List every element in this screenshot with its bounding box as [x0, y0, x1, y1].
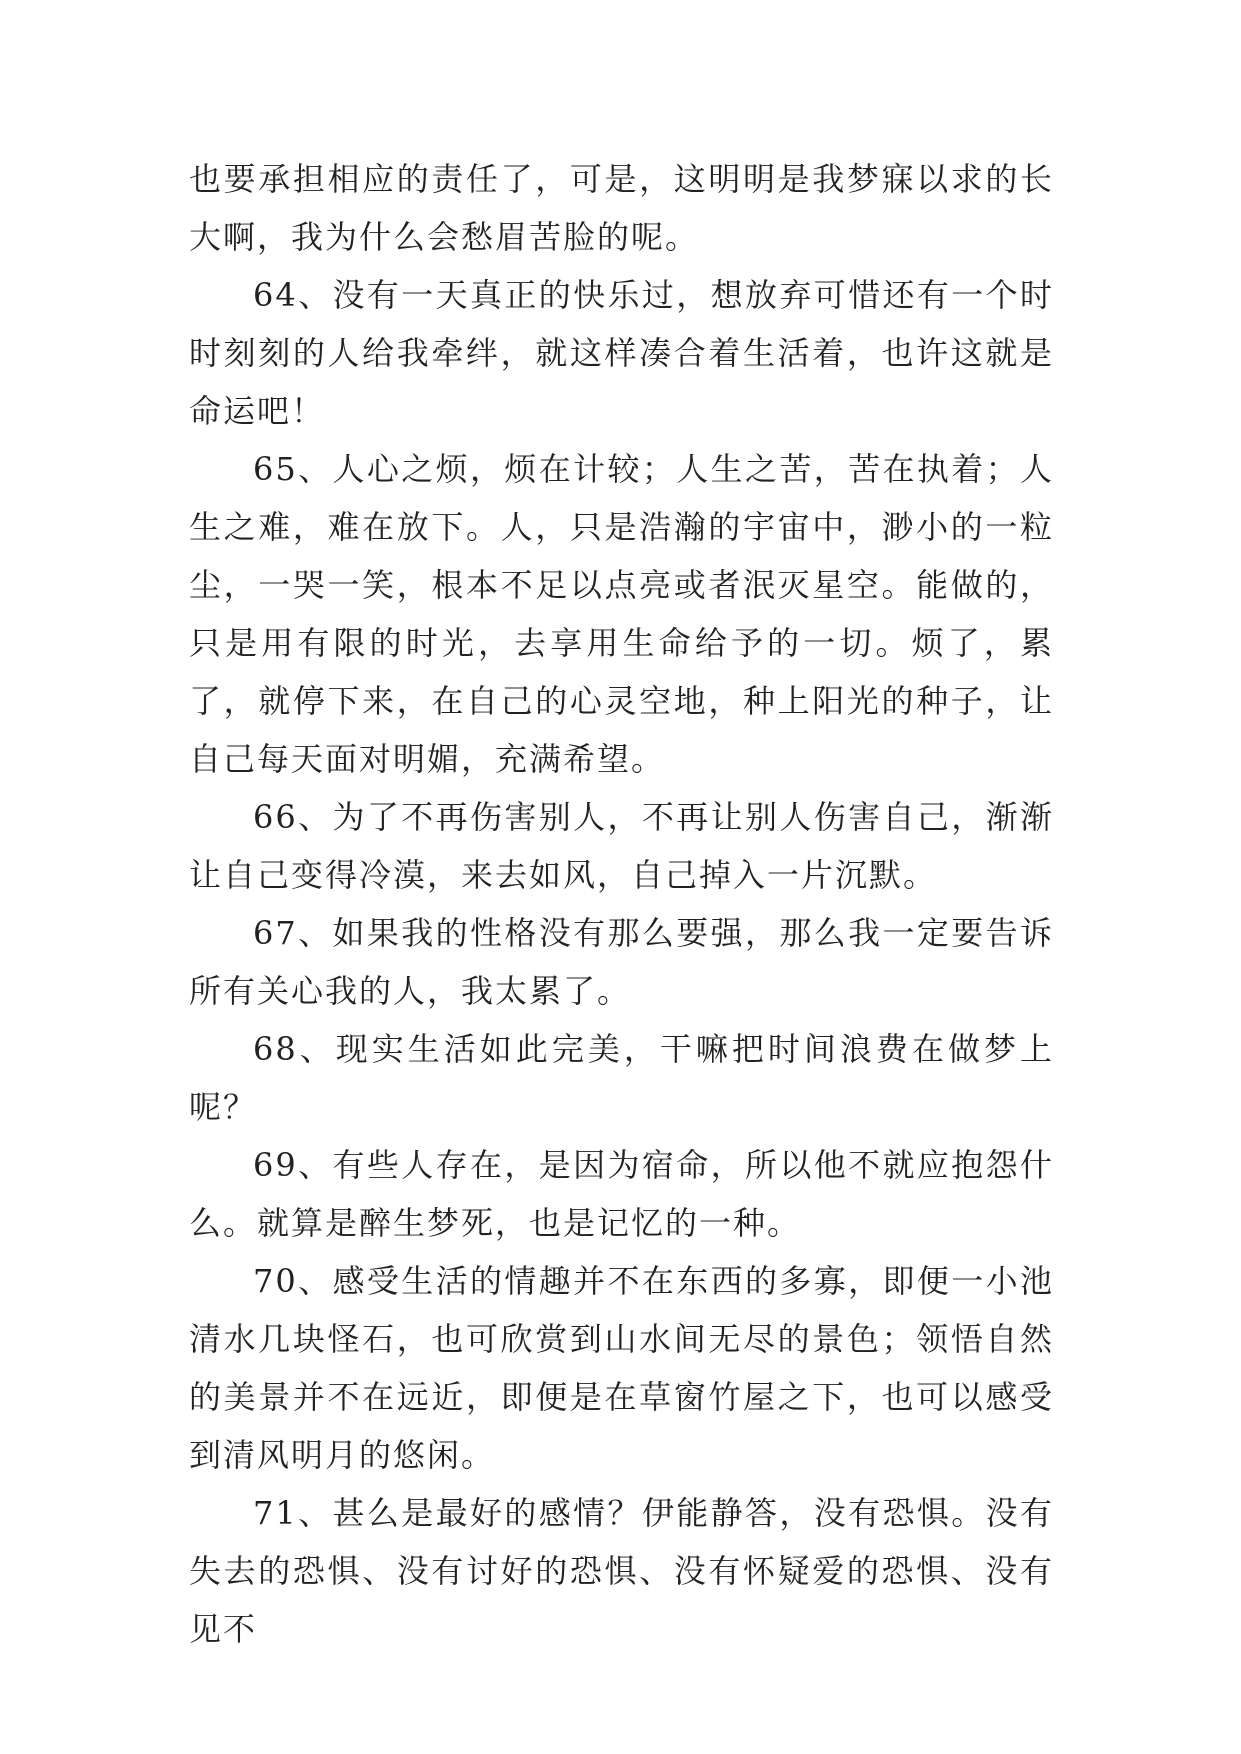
- document-body: [189, 150, 1054, 1658]
- paragraph-65: 65、人心之烦，烦在计较；人生之苦，苦在执着；人生之难，难在放下。人，只是浩瀚的宇宙中，渺小的一粒尘，一哭一笑，根本不足以点亮或者泯灭星空。能做的，只是用有限的时光，去享用生命给予的一切。烦了，累了，就停下来，在自己的心灵空地，种上阳光的种子，让自己每天面对明媚，充满希望。: [189, 450, 1054, 778]
- paragraph-67: 67、如果我的性格没有那么要强，那么我一定要告诉所有关心我的人，我太累了。: [189, 914, 1054, 1010]
- paragraph-continuation: 也要承担相应的责任了，可是，这明明是我梦寐以求的长大啊，我为什么会愁眉苦脸的呢。: [189, 160, 1054, 256]
- paragraph-66: 66、为了不再伤害别人，不再让别人伤害自己，渐渐让自己变得冷漠，来去如风，自己掉入一片沉默。: [189, 798, 1054, 894]
- paragraph-69: 69、有些人存在，是因为宿命，所以他不就应抱怨什么。就算是醉生梦死，也是记忆的一种。: [189, 1146, 1054, 1242]
- paragraph-64: 64、没有一天真正的快乐过，想放弃可惜还有一个时时刻刻的人给我牵绊，就这样凑合着生活着，也许这就是命运吧！: [189, 276, 1054, 430]
- paragraph-68: 68、现实生活如此完美，干嘛把时间浪费在做梦上呢？: [189, 1030, 1054, 1126]
- paragraph-70: 70、感受生活的情趣并不在东西的多寡，即便一小池清水几块怪石，也可欣赏到山水间无尽的景色；领悟自然的美景并不在远近，即便是在草窗竹屋之下，也可以感受到清风明月的悠闲。: [189, 1262, 1054, 1474]
- paragraph-71: 71、甚么是最好的感情？伊能静答，没有恐惧。没有失去的恐惧、没有讨好的恐惧、没有怀疑爱的恐惧、没有见不: [189, 1494, 1054, 1648]
